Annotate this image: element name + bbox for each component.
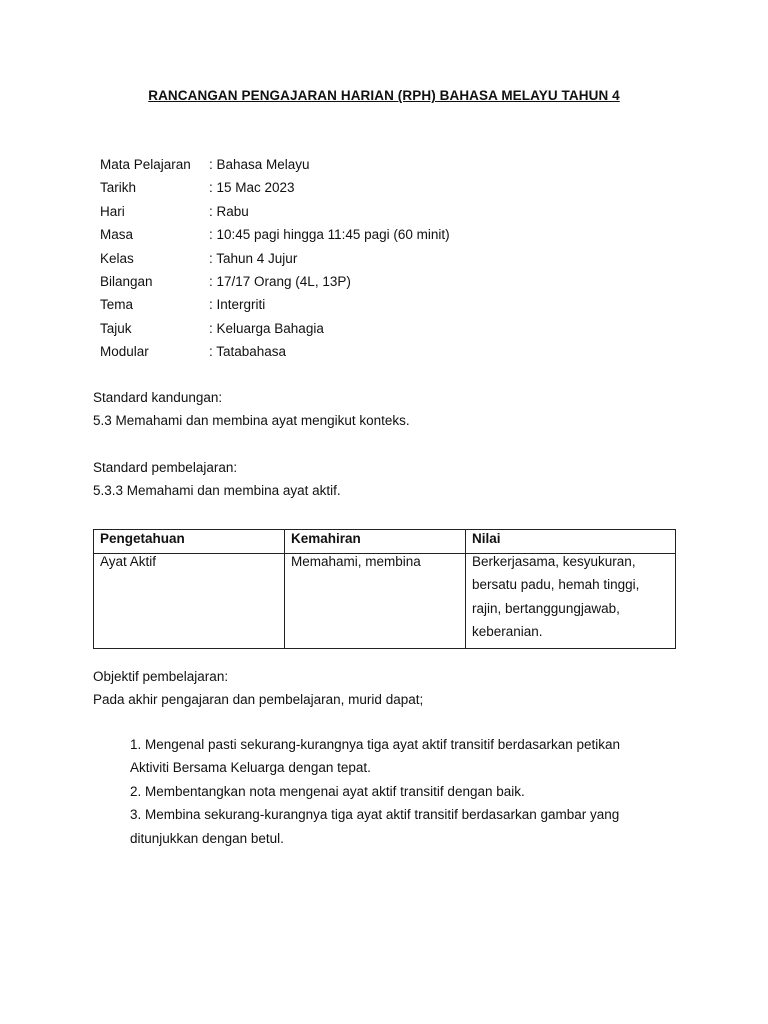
list-item <box>130 733 690 780</box>
meta-row-bilangan <box>100 270 450 293</box>
meta-row-hari <box>100 200 450 223</box>
nilai-line: Berkerjasama, kesyukuran, <box>472 554 636 569</box>
cell-nilai-text <box>472 550 669 644</box>
standard-pembelajaran-heading: Standard pembelajaran: <box>93 460 238 475</box>
meta-list <box>100 153 450 364</box>
list-item-line: Aktiviti Bersama Keluarga dengan tepat. <box>130 760 371 776</box>
document-title: RANCANGAN PENGAJARAN HARIAN (RPH) BAHASA MELAYU TAHUN 4 <box>148 88 620 103</box>
meta-value: : Tatabahasa <box>209 344 287 360</box>
objektif-list <box>130 733 690 850</box>
meta-value: : 10:45 pagi hingga 11:45 pagi (60 minit) <box>209 227 450 243</box>
meta-key: Hari <box>100 203 125 219</box>
knowledge-skills-values-table <box>93 529 676 649</box>
meta-key: Kelas <box>100 250 134 266</box>
header-kemahiran: Kemahiran <box>285 530 466 554</box>
list-item <box>130 780 690 803</box>
nilai-line: bersatu padu, hemah tinggi, <box>472 577 640 593</box>
meta-row-tarikh <box>100 176 450 199</box>
standard-kandungan-heading: Standard kandungan: <box>93 390 223 405</box>
meta-row-mata-pelajaran <box>100 153 450 176</box>
list-item-line: 3. Membina sekurang-kurangnya tiga ayat aktif transitif berdasarkan gambar yang <box>130 807 620 823</box>
meta-row-masa <box>100 223 450 246</box>
objektif-section <box>93 665 423 712</box>
standard-kandungan-text: 5.3 Memahami dan membina ayat mengikut konteks. <box>93 413 410 429</box>
cell-kemahiran-text: Memahami, membina <box>291 554 421 569</box>
standard-kandungan <box>93 386 410 433</box>
cell-kemahiran <box>285 554 466 649</box>
meta-key: Mata Pelajaran <box>100 157 191 172</box>
meta-value: : Bahasa Melayu <box>209 157 310 172</box>
meta-value: : Keluarga Bahagia <box>209 320 324 336</box>
meta-row-modular <box>100 340 450 363</box>
cell-pengetahuan-text: Ayat Aktif <box>100 554 157 569</box>
meta-row-tajuk <box>100 317 450 340</box>
meta-value: : 15 Mac 2023 <box>209 180 295 196</box>
list-item-line: 1. Mengenal pasti sekurang-kurangnya tiga ayat aktif transitif berdasarkan petikan <box>130 737 621 752</box>
nilai-line: keberanian. <box>472 624 543 640</box>
meta-key: Masa <box>100 227 134 243</box>
meta-key: Tarikh <box>100 180 137 196</box>
meta-key: Modular <box>100 344 149 360</box>
meta-key: Bilangan <box>100 273 153 289</box>
cell-pengetahuan <box>94 554 285 649</box>
header-pengetahuan: Pengetahuan <box>94 530 285 554</box>
meta-value: : Intergriti <box>209 297 266 313</box>
header-nilai: Nilai <box>466 530 676 554</box>
meta-key: Tema <box>100 297 134 313</box>
cell-nilai <box>466 554 676 649</box>
standard-pembelajaran-text: 5.3.3 Memahami dan membina ayat aktif. <box>93 483 341 499</box>
meta-row-kelas <box>100 247 450 270</box>
nilai-line: rajin, bertanggungjawab, <box>472 600 620 616</box>
objektif-heading: Objektif pembelajaran: <box>93 669 229 684</box>
table-row <box>94 554 676 649</box>
meta-value: : 17/17 Orang (4L, 13P) <box>209 273 351 289</box>
list-item-line: ditunjukkan dengan betul. <box>130 830 284 846</box>
meta-value: : Rabu <box>209 203 249 219</box>
meta-value: : Tahun 4 Jujur <box>209 250 298 266</box>
list-item-line: 2. Membentangkan nota mengenai ayat aktif transitif dengan baik. <box>130 783 525 799</box>
meta-row-tema <box>100 293 450 316</box>
list-item <box>130 803 690 850</box>
objektif-intro: Pada akhir pengajaran dan pembelajaran, murid dapat; <box>93 692 424 708</box>
standard-pembelajaran <box>93 456 341 503</box>
meta-key: Tajuk <box>100 320 132 336</box>
